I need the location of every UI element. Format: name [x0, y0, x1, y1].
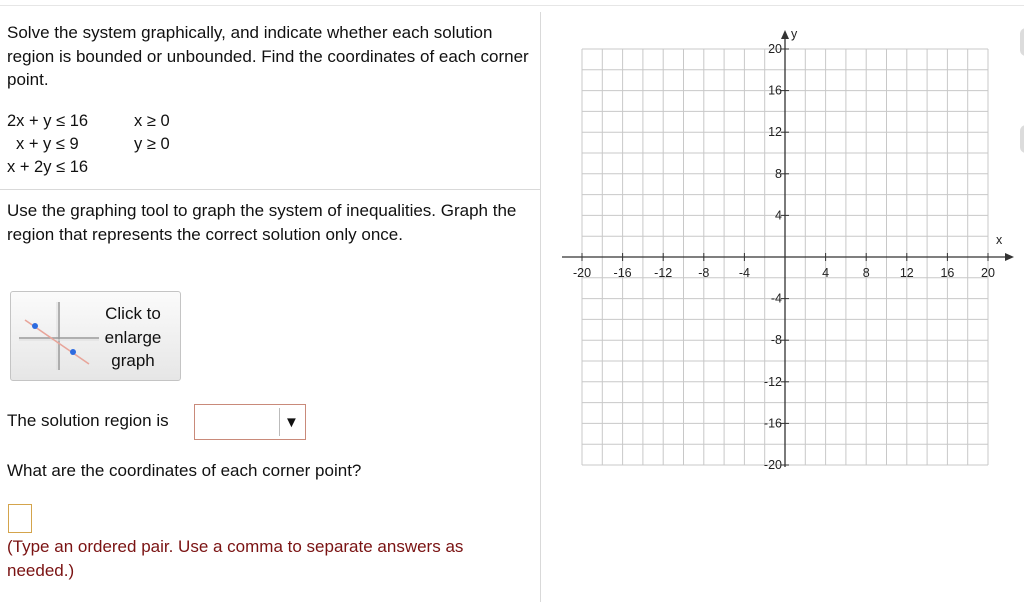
question-text: Solve the system graphically, and indicate whether each solution region is bounded or unbounded. Find the coordinates of each corner point.	[7, 23, 529, 89]
x-tick-label: 16	[940, 266, 955, 280]
solution-region-dropdown[interactable]	[194, 404, 306, 440]
enlarge-graph-label: Click to enlarge graph	[104, 304, 162, 370]
x-axis-label: x	[996, 233, 1003, 247]
y-tick-label: 12	[768, 125, 782, 140]
y-tick-label: -4	[770, 291, 782, 306]
y-tick-label: 20	[768, 42, 782, 56]
y-axis-label: y	[791, 27, 798, 41]
inequality-5: y ≥ 0	[134, 135, 170, 153]
inequality-4: x ≥ 0	[134, 112, 170, 130]
panel-divider	[540, 12, 541, 602]
x-tick-label: 20	[981, 266, 995, 280]
y-tick-label: -16	[763, 416, 782, 431]
x-tick-label: -16	[613, 266, 632, 280]
x-tick-label: 8	[862, 266, 870, 280]
inequality-2: x + y ≤ 9	[16, 135, 79, 153]
answer-hint-text: (Type an ordered pair. Use a comma to separate answers as needed.)	[7, 537, 464, 580]
instructions-text: Use the graphing tool to graph the system of inequalities. Graph the region that represents the correct solution only once.	[7, 201, 517, 244]
graph-thumbnail-icon	[19, 300, 99, 372]
x-axis-arrow-icon	[1005, 253, 1014, 261]
coordinate-graph[interactable]	[562, 22, 1018, 472]
x-tick-label: -20	[572, 266, 592, 280]
y-tick-label: -12	[763, 374, 782, 389]
y-tick-label: 16	[768, 83, 782, 98]
dropdown-arrow-button[interactable]	[279, 408, 302, 436]
enlarge-graph-button[interactable]	[10, 291, 181, 381]
inequality-3: x + 2y ≤ 16	[7, 158, 89, 176]
solution-region-label: The solution region is	[7, 411, 169, 430]
x-tick-label: -12	[654, 266, 673, 280]
corner-point-answer-input[interactable]	[8, 504, 32, 533]
y-axis-arrow-icon	[781, 30, 789, 39]
edge-tab	[1020, 125, 1024, 153]
y-tick-label: 4	[775, 208, 782, 223]
x-tick-label: -8	[698, 266, 710, 280]
y-tick-label: -8	[770, 333, 782, 348]
inequality-1: 2x + y ≤ 16	[7, 112, 89, 130]
x-tick-label: 4	[822, 266, 830, 280]
graph-axes	[562, 30, 1014, 467]
triangle-down-icon: ▼	[284, 414, 299, 431]
y-tick-label: -20	[763, 458, 782, 472]
top-border	[0, 5, 1024, 6]
y-tick-label: 8	[775, 166, 782, 181]
corner-point-question: What are the coordinates of each corner point?	[7, 461, 362, 480]
x-tick-label: 12	[899, 266, 914, 280]
x-tick-label: -4	[738, 266, 750, 280]
section-divider	[0, 189, 540, 190]
edge-tab	[1020, 28, 1024, 56]
